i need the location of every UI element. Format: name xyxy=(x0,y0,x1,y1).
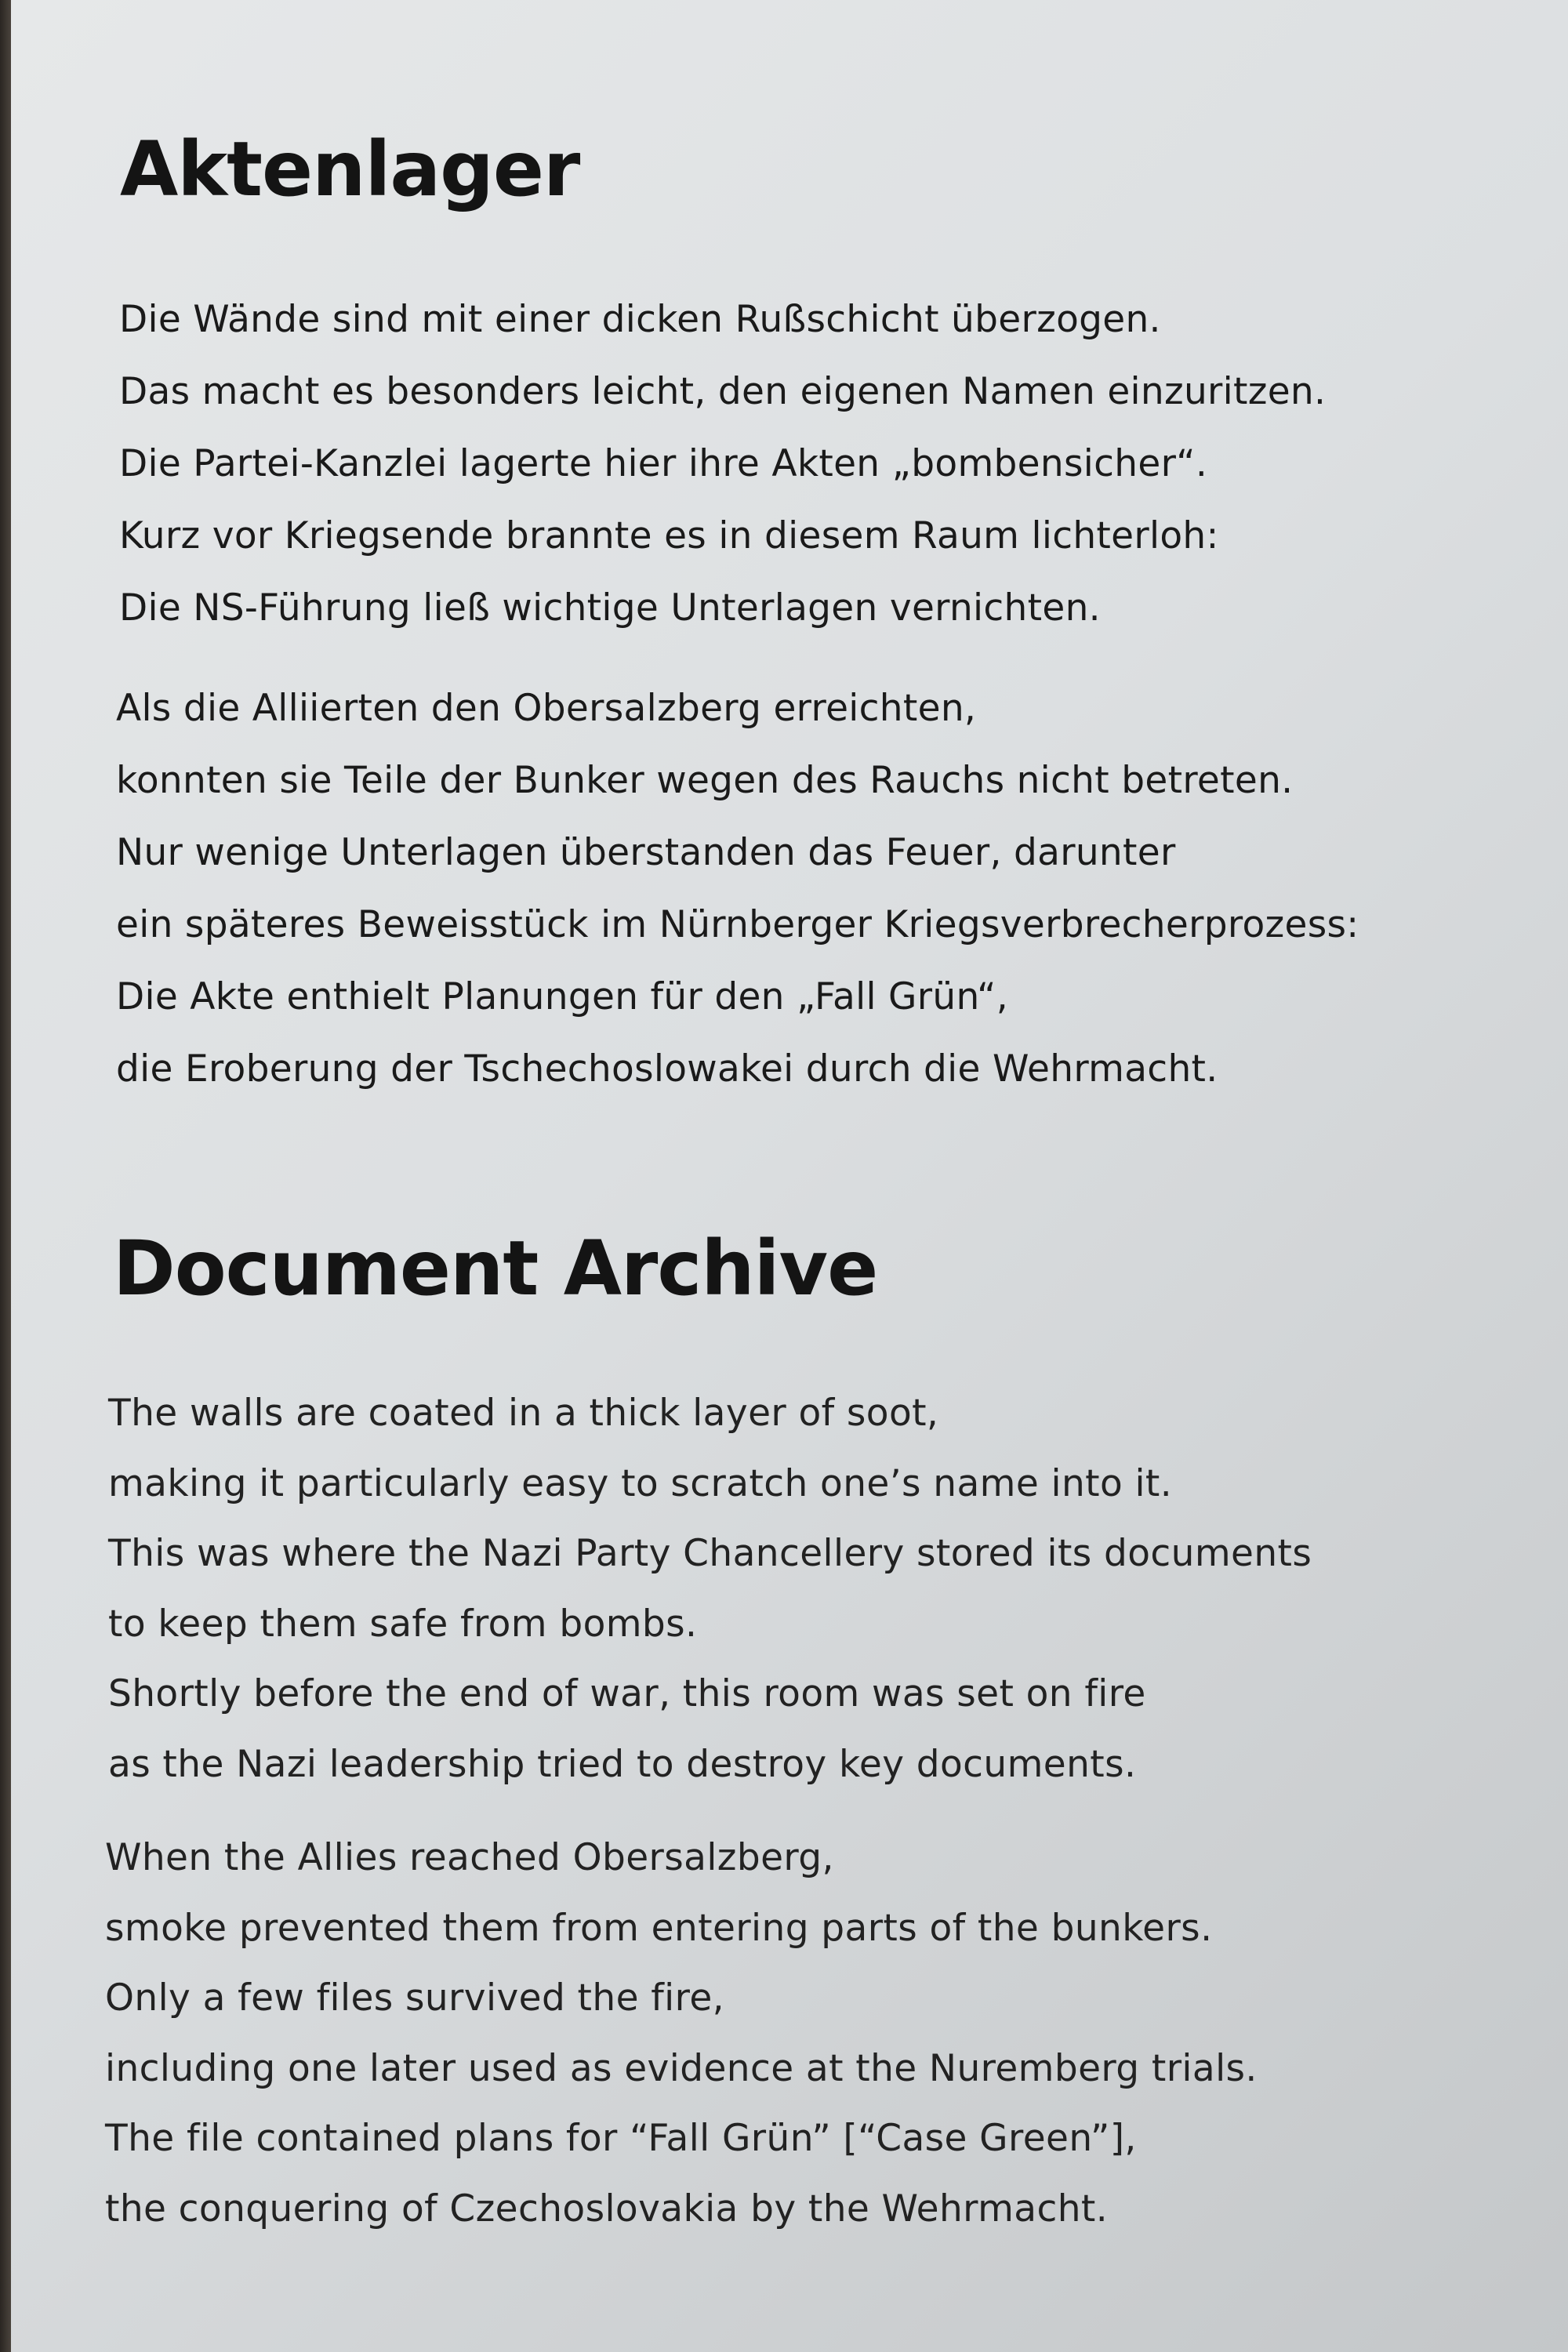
english-p2-line-2: smoke prevented them from entering parts of the bunkers. xyxy=(105,1906,1213,1950)
english-p1-line-4: to keep them safe from bombs. xyxy=(108,1602,698,1646)
english-p1-line-3: This was where the Nazi Party Chancellery stored its documents xyxy=(108,1532,1312,1575)
german-p1-line-2: Das macht es besonders leicht, den eigenen Namen einzuritzen. xyxy=(119,370,1327,413)
english-title: Document Archive xyxy=(113,1225,878,1312)
info-panel xyxy=(11,0,1568,2352)
wall-edge xyxy=(0,0,11,2352)
german-p2-line-3: Nur wenige Unterlagen überstanden das Feuer, darunter xyxy=(116,831,1176,874)
english-p1-line-6: as the Nazi leadership tried to destroy key documents. xyxy=(108,1742,1137,1786)
english-p2-line-4: including one later used as evidence at the Nuremberg trials. xyxy=(105,2046,1258,2090)
english-p1-line-2: making it particularly easy to scratch one’s name into it. xyxy=(108,1461,1173,1505)
german-p1-line-4: Kurz vor Kriegsende brannte es in diesem Raum lichterloh: xyxy=(119,514,1219,557)
english-p1-line-5: Shortly before the end of war, this room was set on fire xyxy=(108,1672,1146,1715)
english-p1-line-1: The walls are coated in a thick layer of soot, xyxy=(108,1392,939,1435)
german-paragraph-1 xyxy=(119,284,1326,644)
english-paragraph-1 xyxy=(108,1378,1312,1799)
english-p2-line-6: the conquering of Czechoslovakia by the Wehrmacht. xyxy=(105,2187,1109,2230)
german-p2-line-1: Als die Alliierten den Obersalzberg erreichten, xyxy=(116,687,977,730)
german-p2-line-6: die Eroberung der Tschechoslowakei durch die Wehrmacht. xyxy=(116,1047,1218,1091)
english-p2-line-5: The file contained plans for “Fall Grün” [“Case Green”], xyxy=(105,2117,1137,2160)
german-paragraph-2 xyxy=(116,673,1359,1105)
german-p2-line-4: ein späteres Beweisstück im Nürnberger Kriegsverbrecherprozess: xyxy=(116,903,1359,946)
english-p2-line-3: Only a few files survived the fire, xyxy=(105,1976,724,2020)
german-title: Aktenlager xyxy=(120,125,580,213)
german-p1-line-3: Die Partei-Kanzlei lagerte hier ihre Akten „bombensicher“. xyxy=(119,442,1208,485)
english-p2-line-1: When the Allies reached Obersalzberg, xyxy=(105,1836,834,1879)
english-paragraph-2 xyxy=(105,1823,1258,2244)
german-p2-line-2: konnten sie Teile der Bunker wegen des Rauchs nicht betreten. xyxy=(116,759,1294,802)
german-p1-line-5: Die NS-Führung ließ wichtige Unterlagen vernichten. xyxy=(119,586,1101,630)
german-p2-line-5: Die Akte enthielt Planungen für den „Fall Grün“, xyxy=(116,975,1009,1018)
german-p1-line-1: Die Wände sind mit einer dicken Rußschicht überzogen. xyxy=(119,298,1161,341)
